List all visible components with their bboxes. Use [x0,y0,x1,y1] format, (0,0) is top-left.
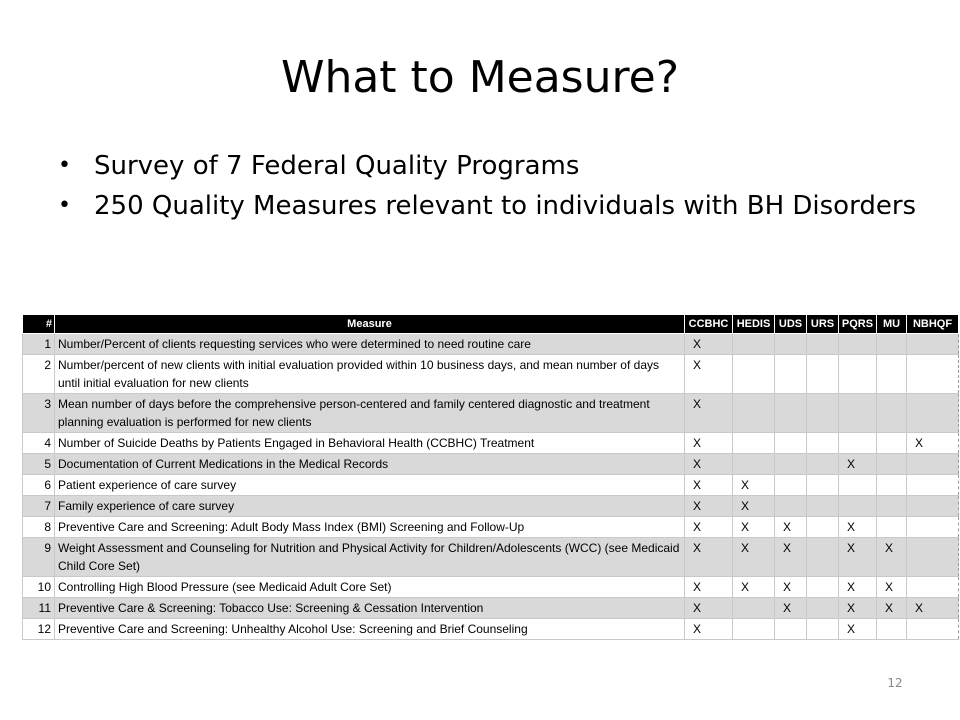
page-number: 12 [887,676,903,690]
uds-mark-cell: X [775,577,807,598]
row-number-cell: 12 [23,619,55,640]
urs-mark-cell [807,496,839,517]
pqrs-mark-cell [839,394,877,433]
pqrs-mark-cell: X [839,619,877,640]
ccbhc-mark-cell: X [685,538,733,577]
column-header-uds: UDS [775,315,807,334]
ccbhc-mark-cell: X [685,496,733,517]
nbhqf-mark-cell [907,475,959,496]
table-row [23,517,959,538]
urs-mark-cell [807,334,839,355]
hedis-mark-cell [733,394,775,433]
table-row [23,334,959,355]
pqrs-mark-cell: X [839,454,877,475]
urs-mark-cell [807,454,839,475]
pqrs-mark-cell [839,496,877,517]
hedis-mark-cell: X [733,496,775,517]
uds-mark-cell [775,334,807,355]
mu-mark-cell [877,394,907,433]
measure-cell: Documentation of Current Medications in the Medical Records [55,454,685,475]
urs-mark-cell [807,598,839,619]
hedis-mark-cell [733,619,775,640]
nbhqf-mark-cell [907,538,959,577]
hedis-mark-cell [733,355,775,394]
uds-mark-cell [775,496,807,517]
ccbhc-mark-cell: X [685,334,733,355]
column-header-pqrs: PQRS [839,315,877,334]
nbhqf-mark-cell [907,394,959,433]
uds-mark-cell: X [775,598,807,619]
nbhqf-mark-cell: X [907,433,959,454]
pqrs-mark-cell [839,475,877,496]
mu-mark-cell [877,475,907,496]
table-row [23,454,959,475]
mu-mark-cell: X [877,598,907,619]
row-number-cell: 3 [23,394,55,433]
ccbhc-mark-cell: X [685,394,733,433]
row-number-cell: 11 [23,598,55,619]
row-number-cell: 9 [23,538,55,577]
pqrs-mark-cell: X [839,538,877,577]
hedis-mark-cell: X [733,538,775,577]
ccbhc-mark-cell: X [685,355,733,394]
nbhqf-mark-cell: X [907,598,959,619]
column-header-measure: Measure [55,315,685,334]
mu-mark-cell [877,454,907,475]
pqrs-mark-cell [839,433,877,454]
mu-mark-cell [877,355,907,394]
table-header-row [23,315,959,334]
uds-mark-cell: X [775,517,807,538]
measure-cell: Number/Percent of clients requesting services who were determined to need routine care [55,334,685,355]
table-row [23,355,959,394]
nbhqf-mark-cell [907,619,959,640]
nbhqf-mark-cell [907,496,959,517]
measure-cell: Preventive Care and Screening: Unhealthy Alcohol Use: Screening and Brief Counseling [55,619,685,640]
row-number-cell: 8 [23,517,55,538]
row-number-cell: 10 [23,577,55,598]
column-header-hedis: HEDIS [733,315,775,334]
row-number-cell: 1 [23,334,55,355]
measure-cell: Preventive Care & Screening: Tobacco Use: Screening & Cessation Intervention [55,598,685,619]
uds-mark-cell [775,394,807,433]
measure-cell: Mean number of days before the comprehensive person-centered and family centered diagnostic and treatment planning evaluation is performed for new clients [55,394,685,433]
uds-mark-cell: X [775,538,807,577]
measure-cell: Number/percent of new clients with initial evaluation provided within 10 business days, and mean number of days until initial evaluation for new clients [55,355,685,394]
uds-mark-cell [775,355,807,394]
table-row [23,619,959,640]
urs-mark-cell [807,475,839,496]
bullet-dot-icon: • [58,193,71,218]
urs-mark-cell [807,577,839,598]
bullet-item [58,186,918,226]
measure-cell: Weight Assessment and Counseling for Nutrition and Physical Activity for Children/Adolescents (WCC) (see Medicaid Child Core Set) [55,538,685,577]
row-number-cell: 5 [23,454,55,475]
uds-mark-cell [775,454,807,475]
uds-mark-cell [775,433,807,454]
nbhqf-mark-cell [907,454,959,475]
ccbhc-mark-cell: X [685,433,733,454]
row-number-cell: 4 [23,433,55,454]
mu-mark-cell: X [877,538,907,577]
mu-mark-cell [877,334,907,355]
urs-mark-cell [807,538,839,577]
mu-mark-cell: X [877,577,907,598]
measure-cell: Controlling High Blood Pressure (see Medicaid Adult Core Set) [55,577,685,598]
measure-cell: Family experience of care survey [55,496,685,517]
urs-mark-cell [807,355,839,394]
table-body [23,334,959,640]
mu-mark-cell [877,517,907,538]
slide-title: What to Measure? [280,52,680,103]
pqrs-mark-cell [839,334,877,355]
urs-mark-cell [807,394,839,433]
measure-cell: Number of Suicide Deaths by Patients Engaged in Behavioral Health (CCBHC) Treatment [55,433,685,454]
bullet-text: 250 Quality Measures relevant to individuals with BH Disorders [94,191,917,221]
hedis-mark-cell: X [733,517,775,538]
ccbhc-mark-cell: X [685,598,733,619]
nbhqf-mark-cell [907,355,959,394]
mu-mark-cell [877,619,907,640]
hedis-mark-cell [733,454,775,475]
bullet-item [58,146,918,186]
table-row [23,496,959,517]
uds-mark-cell [775,475,807,496]
table-row [23,577,959,598]
nbhqf-mark-cell [907,334,959,355]
ccbhc-mark-cell: X [685,577,733,598]
bullet-list [58,146,918,226]
mu-mark-cell [877,496,907,517]
column-header-number: # [23,315,55,334]
table-row [23,433,959,454]
column-header-mu: MU [877,315,907,334]
row-number-cell: 6 [23,475,55,496]
urs-mark-cell [807,433,839,454]
hedis-mark-cell: X [733,577,775,598]
ccbhc-mark-cell: X [685,619,733,640]
hedis-mark-cell: X [733,475,775,496]
row-number-cell: 2 [23,355,55,394]
ccbhc-mark-cell: X [685,454,733,475]
measure-cell: Patient experience of care survey [55,475,685,496]
table-row [23,475,959,496]
pqrs-mark-cell: X [839,577,877,598]
pqrs-mark-cell [839,355,877,394]
urs-mark-cell [807,619,839,640]
ccbhc-mark-cell: X [685,475,733,496]
ccbhc-mark-cell: X [685,517,733,538]
hedis-mark-cell [733,433,775,454]
table-row [23,394,959,433]
bullet-dot-icon: • [58,153,71,178]
table-row [23,538,959,577]
hedis-mark-cell [733,598,775,619]
bullet-text: Survey of 7 Federal Quality Programs [94,151,580,181]
hedis-mark-cell [733,334,775,355]
column-header-ccbhc: CCBHC [685,315,733,334]
mu-mark-cell [877,433,907,454]
column-header-urs: URS [807,315,839,334]
uds-mark-cell [775,619,807,640]
nbhqf-mark-cell [907,517,959,538]
table-row [23,598,959,619]
urs-mark-cell [807,517,839,538]
nbhqf-mark-cell [907,577,959,598]
measure-cell: Preventive Care and Screening: Adult Body Mass Index (BMI) Screening and Follow-Up [55,517,685,538]
column-header-nbhqf: NBHQF [907,315,959,334]
quality-measures-table [22,314,959,640]
pqrs-mark-cell: X [839,598,877,619]
pqrs-mark-cell: X [839,517,877,538]
row-number-cell: 7 [23,496,55,517]
